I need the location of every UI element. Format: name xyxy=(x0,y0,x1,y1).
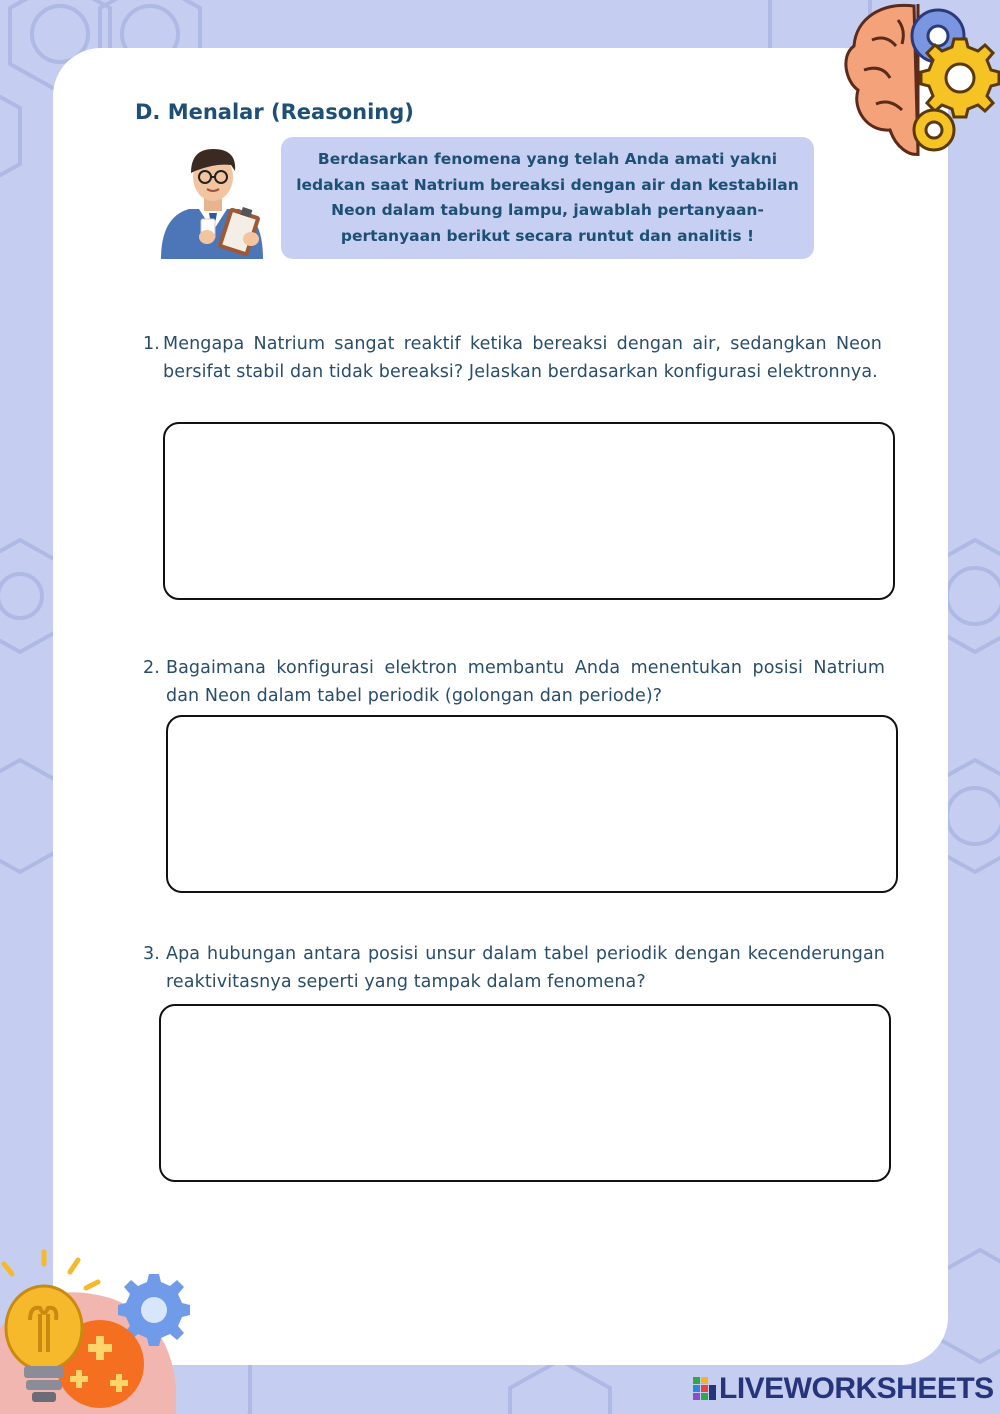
question-1 xyxy=(143,330,882,386)
section-title: D. Menalar (Reasoning) xyxy=(135,100,414,124)
question-number: 3. xyxy=(143,944,160,964)
answer-box-1[interactable] xyxy=(163,422,895,600)
question-number: 2. xyxy=(143,658,160,678)
instruction-box xyxy=(281,137,814,259)
teacher-illustration xyxy=(155,143,273,263)
liveworksheets-brand-text: LIVEWORKSHEETS xyxy=(719,1372,994,1405)
instruction-line: ledakan saat Natrium bereaksi dengan air dan kestabilan xyxy=(296,175,799,194)
answer-box-2[interactable] xyxy=(166,715,898,893)
lightbulb-icon xyxy=(0,1248,195,1414)
instruction-line: pertanyaan berikut secara runtut dan analitis ! xyxy=(340,226,755,245)
liveworksheets-logo[interactable] xyxy=(693,1372,994,1406)
question-text: Mengapa Natrium sangat reaktif ketika bereaksi dengan air, sedangkan Neon bersifat stabil dan tidak bereaksi? Jelaskan berdasarkan konfigurasi elektronnya. xyxy=(163,334,882,382)
liveworksheets-logo-icon xyxy=(693,1377,717,1401)
question-text: Bagaimana konfigurasi elektron membantu Anda menentukan posisi Natrium dan Neon dalam tabel periodik (golongan dan periode)? xyxy=(166,658,885,706)
question-number: 1. xyxy=(143,334,160,354)
instruction-line: Berdasarkan fenomena yang telah Anda amati yakni xyxy=(317,150,778,168)
question-2 xyxy=(143,654,885,710)
instruction-text xyxy=(296,147,799,249)
question-text: Apa hubungan antara posisi unsur dalam tabel periodik dengan kecenderungan reaktivitasnya seperti yang tampak dalam fenomena? xyxy=(166,944,885,992)
answer-box-3[interactable] xyxy=(159,1004,891,1182)
brain-gear-icon xyxy=(842,0,1000,160)
question-3 xyxy=(143,940,885,996)
instruction-line: Neon dalam tabung lampu, jawablah pertanyaan- xyxy=(331,201,764,219)
